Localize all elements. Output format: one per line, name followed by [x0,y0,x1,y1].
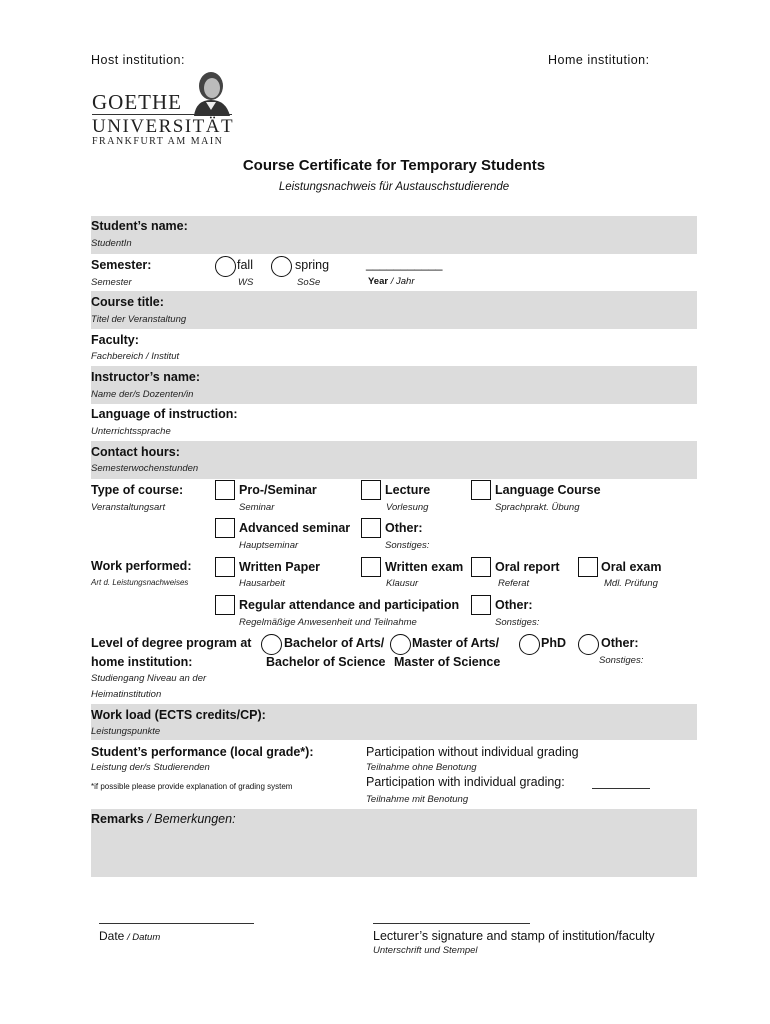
workload-label: Work load (ECTS credits/CP): [91,708,266,722]
course-type-advanced-checkbox[interactable] [215,518,235,538]
work-other-sub: Sonstiges: [495,617,540,628]
logo-line2: UNIVERSITÄT [92,116,235,137]
course-title-sub: Titel der Veranstaltung [91,314,187,325]
semester-spring-sub: SoSe [297,277,321,288]
semester-spring-radio[interactable] [271,256,292,277]
degree-level-sub: Studiengang Niveau an der [91,673,207,684]
course-type-language-checkbox[interactable] [471,480,491,500]
work-performed-sub: Art d. Leistungsnachweises [91,578,189,587]
degree-master-label-2: Master of Science [394,655,501,669]
work-oral-report-label: Oral report [495,560,560,574]
work-oral-exam-sub: Mdl. Prüfung [604,578,658,589]
course-type-other-checkbox[interactable] [361,518,381,538]
course-type-other-sub: Sonstiges: [385,540,430,551]
page-title: Course Certificate for Temporary Students [242,157,546,174]
degree-other-sub: Sonstiges: [599,655,644,666]
remarks-field[interactable] [91,830,697,876]
course-type-lecture-sub: Vorlesung [386,502,429,513]
course-type-lecture-checkbox[interactable] [361,480,381,500]
course-type-seminar-label: Pro-/Seminar [239,483,317,497]
degree-master-radio[interactable] [390,634,411,655]
signature-line[interactable] [373,923,530,924]
type-of-course-sub: Veranstaltungsart [91,502,166,513]
work-written-paper-checkbox[interactable] [215,557,235,577]
language-sub: Unterrichtssprache [91,426,171,437]
degree-phd-label: PhD [541,636,566,650]
semester-year-line[interactable]: ___________ [366,257,443,271]
degree-level-label: Level of degree program at [91,636,252,650]
type-of-course-label: Type of course: [91,483,184,497]
work-written-exam-sub: Klausur [386,578,419,589]
logo-line1: GOETHE [92,90,182,114]
participation-without-label: Participation without individual grading [366,745,579,759]
participation-grade-line[interactable] [592,788,650,789]
logo-line3: FRANKFURT AM MAIN [92,136,224,147]
student-name-sub: StudentIn [91,238,132,249]
student-name-label: Student’s name: [91,219,188,233]
language-label: Language of instruction: [91,407,238,421]
degree-other-radio[interactable] [578,634,599,655]
performance-label: Student’s performance (local grade*): [91,745,314,759]
semester-fall-sub: WS [238,277,254,288]
signature-sub: Unterschrift und Stempel [373,945,478,956]
work-attendance-sub: Regelmäßige Anwesenheit und Teilnahme [239,617,417,628]
participation-with-sub: Teilnahme mit Benotung [366,794,469,805]
degree-bachelor-label: Bachelor of Arts/ [284,636,385,650]
semester-spring-label: spring [295,258,330,272]
course-title-label: Course title: [91,295,164,309]
work-written-exam-checkbox[interactable] [361,557,381,577]
participation-with-label: Participation with individual grading: [366,775,565,789]
contact-hours-label: Contact hours: [91,445,180,459]
instructor-sub: Name der/s Dozenten/in [91,389,194,400]
degree-master-label: Master of Arts/ [412,636,500,650]
course-type-language-label: Language Course [495,483,601,497]
work-oral-exam-checkbox[interactable] [578,557,598,577]
work-attendance-checkbox[interactable] [215,595,235,615]
semester-year-sub: / Jahr [388,276,415,287]
faculty-sub: Fachbereich / Institut [91,351,180,362]
course-type-lecture-label: Lecture [385,483,431,497]
signature-label: Lecturer’s signature and stamp of institution/faculty [373,929,655,943]
home-institution-label: Home institution: [548,53,650,67]
work-performed-label: Work performed: [91,559,192,573]
semester-year-label: Year [368,276,389,287]
semester-sub: Semester [91,277,132,288]
semester-fall-radio[interactable] [215,256,236,277]
remarks-sub: / Bemerkungen: [143,812,236,826]
degree-level-sub-2: Heimatinstitution [91,689,162,700]
work-oral-exam-label: Oral exam [601,560,662,574]
work-oral-report-checkbox[interactable] [471,557,491,577]
degree-other-label: Other: [601,636,639,650]
course-type-seminar-sub: Seminar [239,502,275,513]
course-type-advanced-label: Advanced seminar [239,521,351,535]
host-institution-label: Host institution: [91,53,185,67]
work-other-label: Other: [495,598,533,612]
work-other-checkbox[interactable] [471,595,491,615]
workload-sub: Leistungspunkte [91,726,161,737]
work-oral-report-sub: Referat [498,578,530,589]
degree-phd-radio[interactable] [519,634,540,655]
course-type-advanced-sub: Hauptseminar [239,540,299,551]
course-type-language-sub: Sprachprakt. Übung [495,502,580,513]
performance-sub: Leistung der/s Studierenden [91,762,210,773]
goethe-portrait-icon [190,70,232,116]
work-written-exam-label: Written exam [385,560,464,574]
faculty-label: Faculty: [91,333,139,347]
degree-level-label-2: home institution: [91,655,193,669]
semester-fall-label: fall [237,258,253,272]
remarks-label: Remarks [91,812,144,826]
work-written-paper-label: Written Paper [239,560,321,574]
semester-label: Semester: [91,258,152,272]
instructor-label: Instructor’s name: [91,370,201,384]
performance-note: *if possible please provide explanation of grading system [91,782,293,791]
logo-rule [92,114,232,115]
page-subtitle: Leistungsnachweis für Austauschstudierende [278,181,510,193]
degree-bachelor-label-2: Bachelor of Science [266,655,386,669]
course-type-seminar-checkbox[interactable] [215,480,235,500]
course-type-other-label: Other: [385,521,423,535]
degree-bachelor-radio[interactable] [261,634,282,655]
date-sub: / Datum [124,932,161,943]
participation-without-sub: Teilnahme ohne Benotung [366,762,477,773]
contact-hours-sub: Semesterwochenstunden [91,463,199,474]
date-line[interactable] [99,923,254,924]
date-label: Date [99,929,125,943]
work-written-paper-sub: Hausarbeit [239,578,285,589]
work-attendance-label: Regular attendance and participation [239,598,460,612]
